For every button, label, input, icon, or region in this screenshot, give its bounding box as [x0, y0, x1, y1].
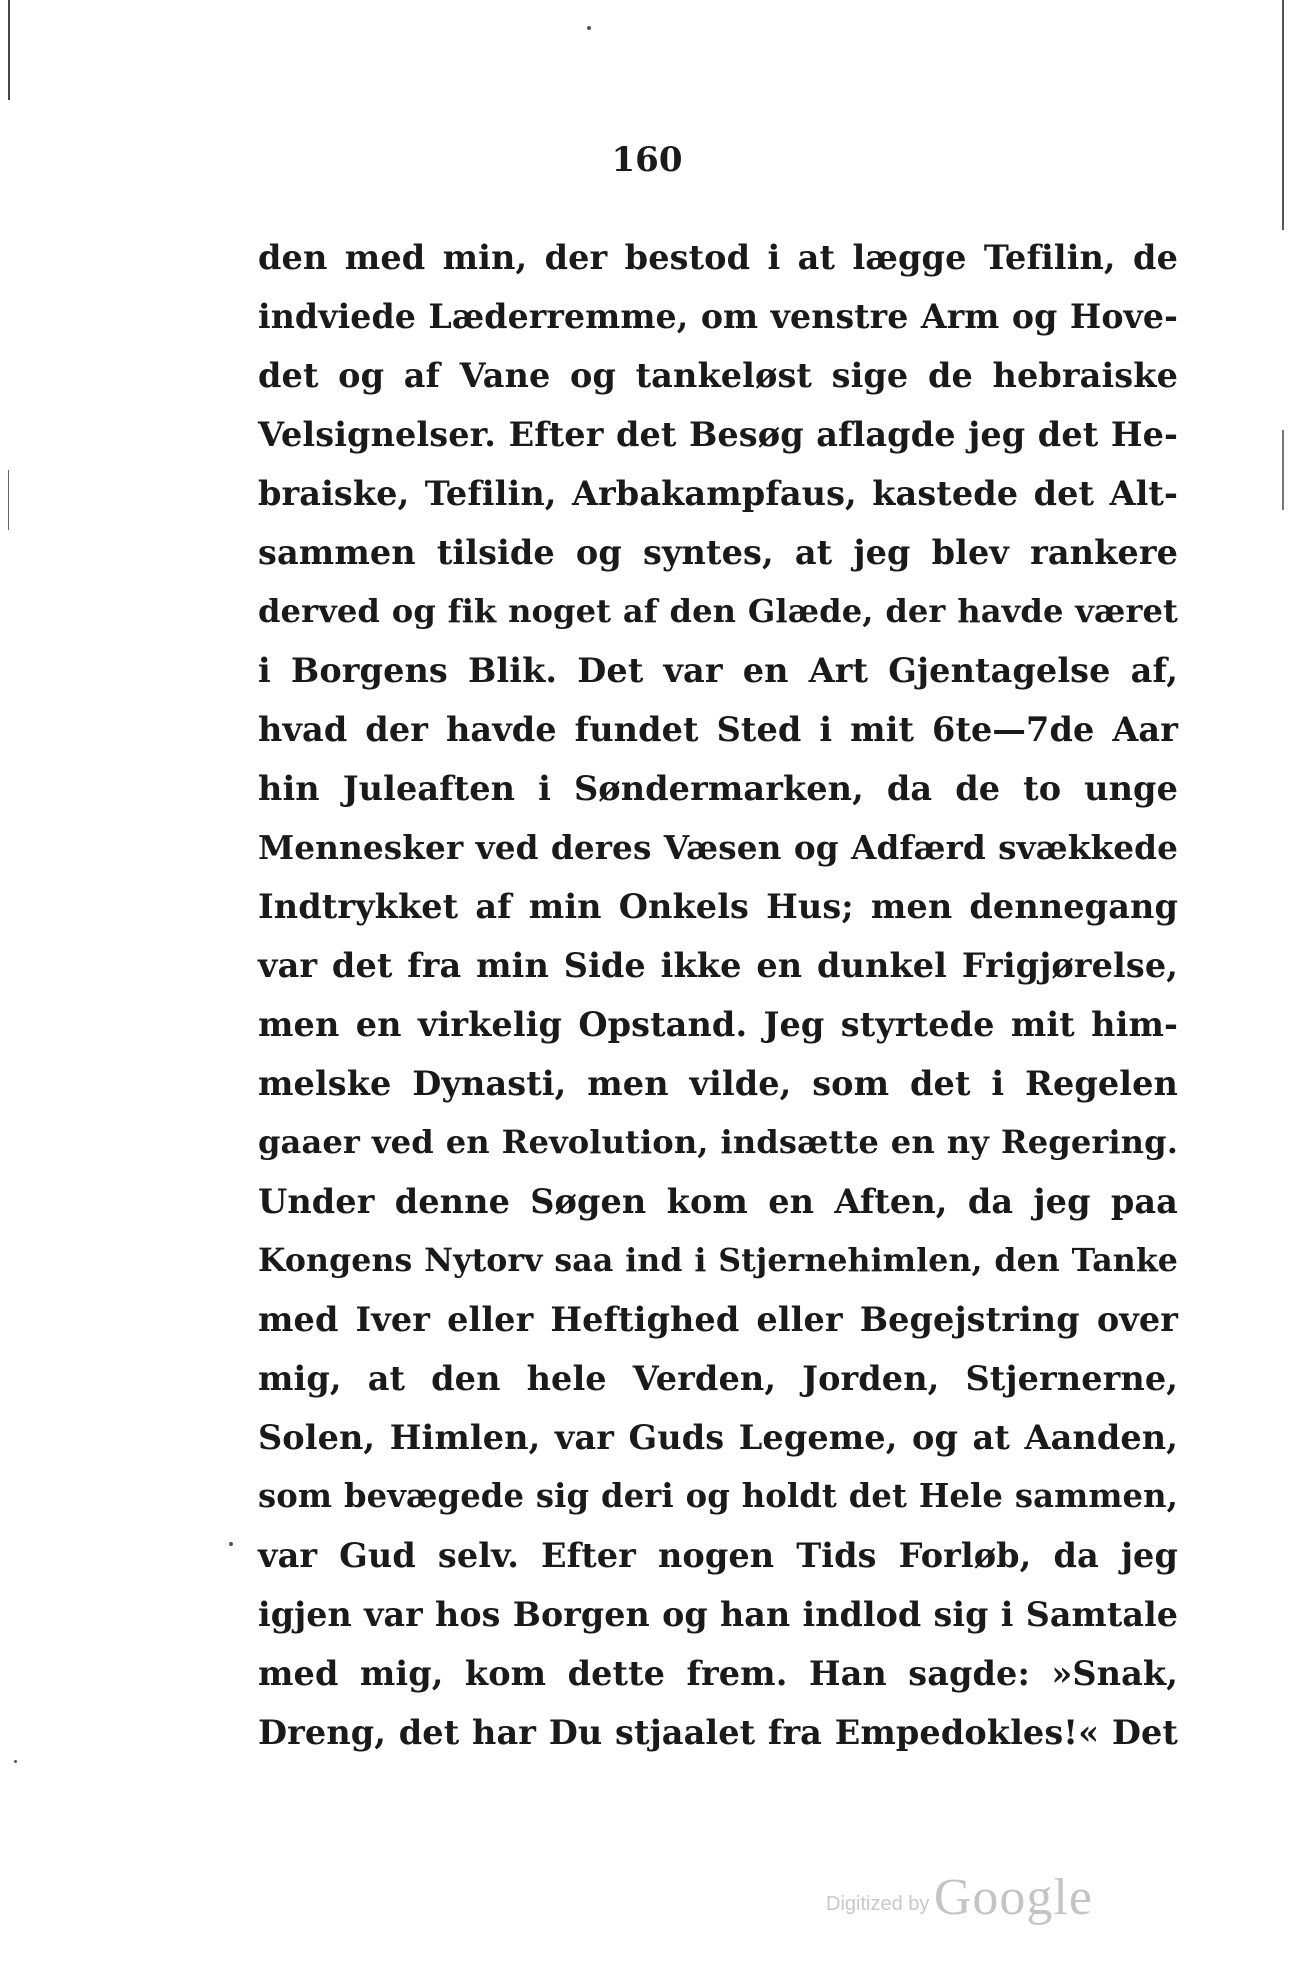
text-line: derved og fik noget af den Glæde, der havde været — [258, 592, 1178, 630]
scan-speck — [587, 26, 591, 30]
text-line: var det fra min Side ikke en dunkel Frigjørelse, — [258, 946, 1178, 985]
text-line: var Gud selv. Efter nogen Tids Forløb, da jeg — [258, 1536, 1178, 1575]
text-line: Dreng, det har Du stjaalet fra Empedokles!« Det — [258, 1713, 1178, 1752]
text-line: Kongens Nytorv saa ind i Stjernehimlen, den Tanke — [258, 1242, 1178, 1279]
text-line: braiske, Tefilin, Arbakampfaus, kastede det Alt- — [258, 474, 1178, 513]
text-line: som bevægede sig deri og holdt det Hele sammen, — [258, 1477, 1178, 1515]
google-logo-text: Google — [933, 1869, 1093, 1926]
scan-edge-left — [8, 0, 10, 100]
scan-edge-right — [1282, 0, 1284, 230]
text-line: Indtrykket af min Onkels Hus; men dennegang — [258, 887, 1178, 926]
text-line: sammen tilside og syntes, at jeg blev rankere — [258, 533, 1178, 572]
text-line: melske Dynasti, men vilde, som det i Regelen — [258, 1064, 1178, 1103]
scan-speck — [229, 1542, 233, 1546]
page-number: 160 — [611, 140, 683, 180]
text-line: hvad der havde fundet Sted i mit 6te—7de Aar — [258, 710, 1178, 749]
text-line: men en virkelig Opstand. Jeg styrtede mit him- — [258, 1005, 1178, 1044]
scan-edge-right-mark — [1282, 430, 1284, 510]
scan-speck — [14, 1760, 17, 1763]
text-line: den med min, der bestod i at lægge Tefilin, de — [258, 238, 1178, 277]
text-line: Velsignelser. Efter det Besøg aflagde jeg det He- — [258, 415, 1178, 454]
text-line: med Iver eller Heftighed eller Begejstring over — [258, 1300, 1178, 1339]
text-line: gaaer ved en Revolution, indsætte en ny Regering. — [258, 1123, 1178, 1161]
text-line: i Borgens Blik. Det var en Art Gjentagelse af, — [258, 651, 1178, 690]
text-line: mig, at den hele Verden, Jorden, Stjernerne, — [258, 1359, 1178, 1398]
text-line: hin Juleaften i Søndermarken, da de to unge — [258, 769, 1178, 808]
text-line: Mennesker ved deres Væsen og Adfærd svækkede — [258, 828, 1178, 867]
digitized-by-google-watermark — [826, 1868, 1093, 1927]
scan-edge-left-mark — [8, 470, 9, 530]
text-line: det og af Vane og tankeløst sige de hebraiske — [258, 356, 1178, 395]
text-line: med mig, kom dette frem. Han sagde: »Snak, — [258, 1654, 1178, 1693]
body-text — [258, 228, 1178, 1762]
text-line: Solen, Himlen, var Guds Legeme, og at Aanden, — [258, 1418, 1178, 1457]
text-line: Under denne Søgen kom en Aften, da jeg paa — [258, 1182, 1178, 1221]
text-line: indviede Læderremme, om venstre Arm og Hove- — [258, 297, 1178, 336]
text-line: igjen var hos Borgen og han indlod sig i Samtale — [258, 1595, 1178, 1634]
watermark-prefix: Digitized by — [826, 1893, 930, 1915]
